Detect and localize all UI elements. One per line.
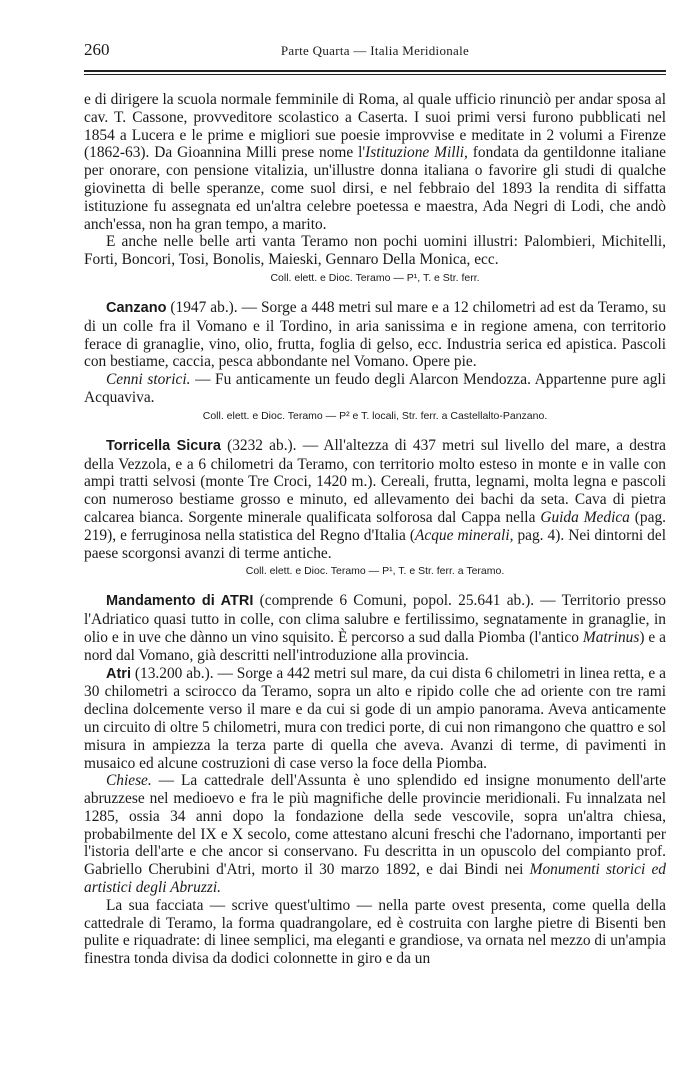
canzano-title: Canzano	[106, 299, 167, 316]
canzano-note: Coll. elett. e Dioc. Teramo — P² e T. locali, Str. ferr. a Castellalto-Panzano.	[202, 409, 548, 422]
atri-facciata: La sua facciata — scrive quest'ultimo — nella parte ovest presenta, come quella della cattedrale di Teramo, la forma quadrangolare, ed è costruita con larghe pietre di Bisenti ben pulite e riquadrate: di linee semplici, ma eleganti e grandiose, va ornata nel mezzo di un'ampia finestra tonda divisa da dodici colonnette in giro e da un	[84, 896, 666, 968]
book-page	[84, 40, 666, 968]
atri-entry: Atri (13.200 ab.). — Sorge a 442 metri sul mare, da cui dista 6 chilometri in linea retta, e a 30 chilometri a scirocco da Teramo, sopra un alto e ripido colle che ad oriente con tre rami declina dolcemente verso il mare e da cui si gode di un ampio panorama. Aveva anticamente un circuito di oltre 5 chilometri, mura con tredici porte, di cui non rimangono che quattro e sol misura in ampiezza la terza parte di quella che aveva. Avanzi di terme, di pavimenti in musaico ed alcune costruzioni di case verso la foce della Piomba.	[84, 664, 666, 772]
atri-mandamento-entry: Mandamento di ATRI (comprende 6 Comuni, popol. 25.641 ab.). — Territorio presso l'Adriatico quasi tutto in colle, con clima salubre e fertilissimo, segnatamente in granaglie, in olio e in uve che dànno un vino squisito. È percorso a sud dalla Piomba (l'antico Matrinus) e a nord dal Vomano, già descritti nell'introduzione alla provincia.	[84, 592, 667, 664]
atri-title: Atri	[106, 665, 131, 682]
torricella-note: Coll. elett. e Dioc. Teramo — P¹, T. e Str. ferr. a Teramo.	[245, 565, 505, 578]
header-rule-thin	[84, 74, 666, 75]
intro-paragraph: e di dirigere la scuola normale femminile di Roma, al quale ufficio rinunciò per andar sposa al cav. T. Cassone, provveditore scolastico a Caserta. I suoi primi versi furono pubblicati nel 1854 a Lucera e le prime e migliori sue poesie improvvise e meditate in 2 volumi a Firenze (1862-63). Da Gioannina Milli prese nome l'Istituzione Milli, fondata da gentildonne italiane per onorare, con pensione vitalizia, un'illustre donna italiana o favorire gli studi di qualche giovinetta di belle speranze, come suol dirsi, e nel febbraio del 1893 la rendita di siffatta istituzione fu assegnata ed un'altra celebre poetessa e maestra, Ada Negri di Lodi, che andò anch'essa, non ha gran tempo, a marito.	[84, 91, 666, 233]
header-rule-thick	[84, 70, 666, 72]
canzano-entry: Canzano (1947 ab.). — Sorge a 448 metri sul mare e a 12 chilometri ad est da Teramo, su di un colle fra il Vomano e il Tordino, in aria sanissima e in regione amena, con territorio ferace di granaglie, vino, olio, frutta, foglia di gelso, ecc. Industria serica ed apistica. Pascoli con bestiame, caccia, pesca abbondante nel Vomano. Opere pie.	[84, 298, 666, 371]
atri-chiese: Chiese. — La cattedrale dell'Assunta è uno splendido ed insigne monumento dell'arte abruzzese nel medioevo e fra le più magnifiche delle provincie meridionali. Fu innalzata nel 1285, ossia 34 anni dopo la fondazione della sede vescovile, sopra un'altra chiesa, probabilmente del IX e X secolo, come attestano alcuni freschi che l'adornano, importanti per l'istoria dell'arte e che ancor si conservano. Fu descritta in un opuscolo del compianto prof. Gabriello Cherubini d'Atri, morto il 30 marzo 1892, e dai Bindi nei Monumenti storici ed artistici degli Abruzzi.	[84, 772, 667, 897]
torricella-title: Torricella Sicura	[106, 437, 221, 454]
page-number: 260	[84, 40, 110, 59]
torricella-entry: Torricella Sicura (3232 ab.). — All'altezza di 437 metri sul livello del mare, a destra della Vezzola, e a 6 chilometri da Teramo, con territorio molto esteso in monte e in valle con ampi tratti selvosi (monte Tre Croci, 1420 m.). Cereali, frutta, legnami, molta legna e pascoli con numeroso bestiame grosso e minuto, ed allevamento dei bachi da seta. Cava di pietra calcarea bianca. Sorgente minerale qualificata solforosa dal Cappa nella Guida Medica (pag. 219), e ferruginosa nella statistica del Regno d'Italia (Acque minerali, pag. 4). Nei dintorni del paese scorgonsi avanzi di terme antiche.	[84, 436, 667, 562]
atri-mandamento-title: Mandamento di ATRI	[106, 593, 254, 610]
arts-paragraph: E anche nelle belle arti vanta Teramo non pochi uomini illustri: Palombieri, Michitelli, Forti, Boncori, Tosi, Bonolis, Maieski, Gennaro Della Monica, ecc.	[84, 233, 666, 269]
page-header	[84, 40, 666, 64]
teramo-note: Coll. elett. e Dioc. Teramo — P¹, T. e Str. ferr.	[270, 271, 480, 284]
running-title: Parte Quarta — Italia Meridionale	[280, 43, 470, 58]
canzano-history: Cenni storici. — Fu anticamente un feudo degli Alarcon Mendozza. Appartenne pure agli Acquaviva.	[84, 371, 666, 406]
